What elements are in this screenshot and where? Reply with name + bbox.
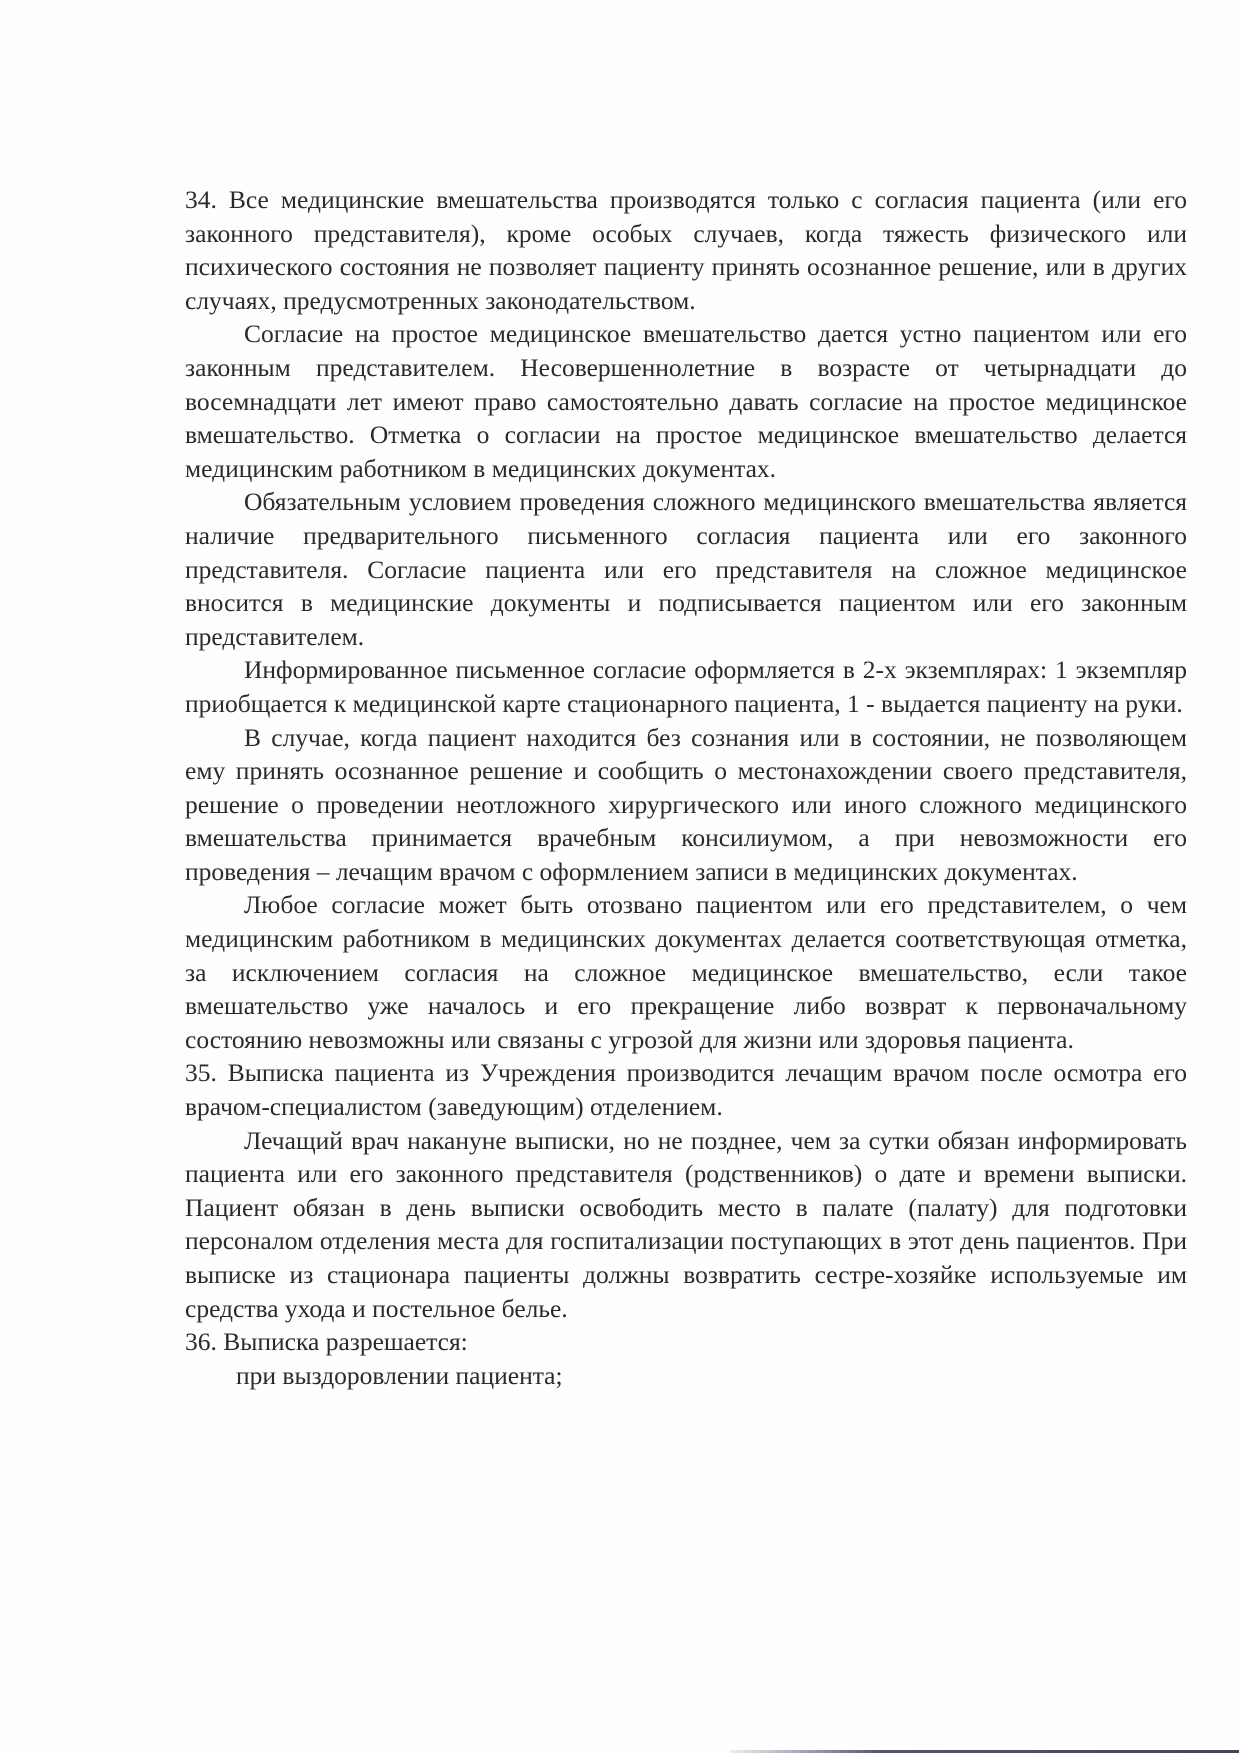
paragraph-item-35: 35. Выписка пациента из Учреждения производится лечащим врачом после осмотра его врачом-специалистом (заведующим) отделением. [185, 1058, 1187, 1122]
paragraph-discharge-notice: Лечащий врач накануне выписки, но не позднее, чем за сутки обязан информировать пациента или его законного представителя (родственников) о дате и времени выписки. Пациент обязан в день выписки освободить место в палате (палату) для подготовки персоналом отделения места для госпитализации поступающих в этот день пациентов. При выписке из стационара пациенты должны возвратить сестре-хозяйке используемые им средства ухода и постельное белье. [185, 1125, 1187, 1323]
paragraph-simple-consent: Согласие на простое медицинское вмешательство дается устно пациентом или его законным представителем. Несовершеннолетние в возрасте от четырнадцати до восемнадцати лет имеют право самостоятельно давать согласие на простое медицинское вмешательство. Отметка о согласии на простое медицинское вмешательство делается медицинским работником в медицинских документах. [185, 319, 1187, 483]
paragraph-item-36: 36. Выписка разрешается: [185, 1327, 468, 1357]
list-item-recovery: при выздоровлении пациента; [236, 1360, 563, 1390]
paragraph-item-34: 34. Все медицинские вмешательства производятся только с согласия пациента (или его законного представителя), кроме особых случаев, когда тяжесть физического или психического состояния не позволяет пациенту принять осознанное решение, или в других случаях, предусмотренных законодательством. [185, 185, 1187, 315]
document-body [185, 183, 1187, 1392]
paragraph-complex-consent: Обязательным условием проведения сложного медицинского вмешательства является наличие предварительного письменного согласия пациента или его законного представителя. Согласие пациента или его представителя на сложное медицинское вносится в медицинские документы и подписывается пациентом или его законным представителем. [185, 487, 1187, 651]
paragraph-informed-consent: Информированное письменное согласие оформляется в 2-х экземплярах: 1 экземпляр приобщается к медицинской карте стационарного пациента, 1 - выдается пациенту на руки. [185, 655, 1187, 718]
paragraph-unconscious-patient: В случае, когда пациент находится без сознания или в состоянии, не позволяющем ему принять осознанное решение и сообщить о местонахождении своего представителя, решение о проведении неотложного хирургического или иного сложного медицинского вмешательства принимается врачебным консилиумом, а при невозможности его проведения – лечащим врачом с оформлением записи в медицинских документах. [185, 722, 1187, 886]
paragraph-consent-withdrawal: Любое согласие может быть отозвано пациентом или его представителем, о чем медицинским работником в медицинских документах делается соответствующая отметка, за исключением согласия на сложное медицинское вмешательство, если такое вмешательство уже началось и его прекращение либо возврат к первоначальному состоянию невозможны или связаны с угрозой для жизни или здоровья пациента. [185, 890, 1187, 1054]
